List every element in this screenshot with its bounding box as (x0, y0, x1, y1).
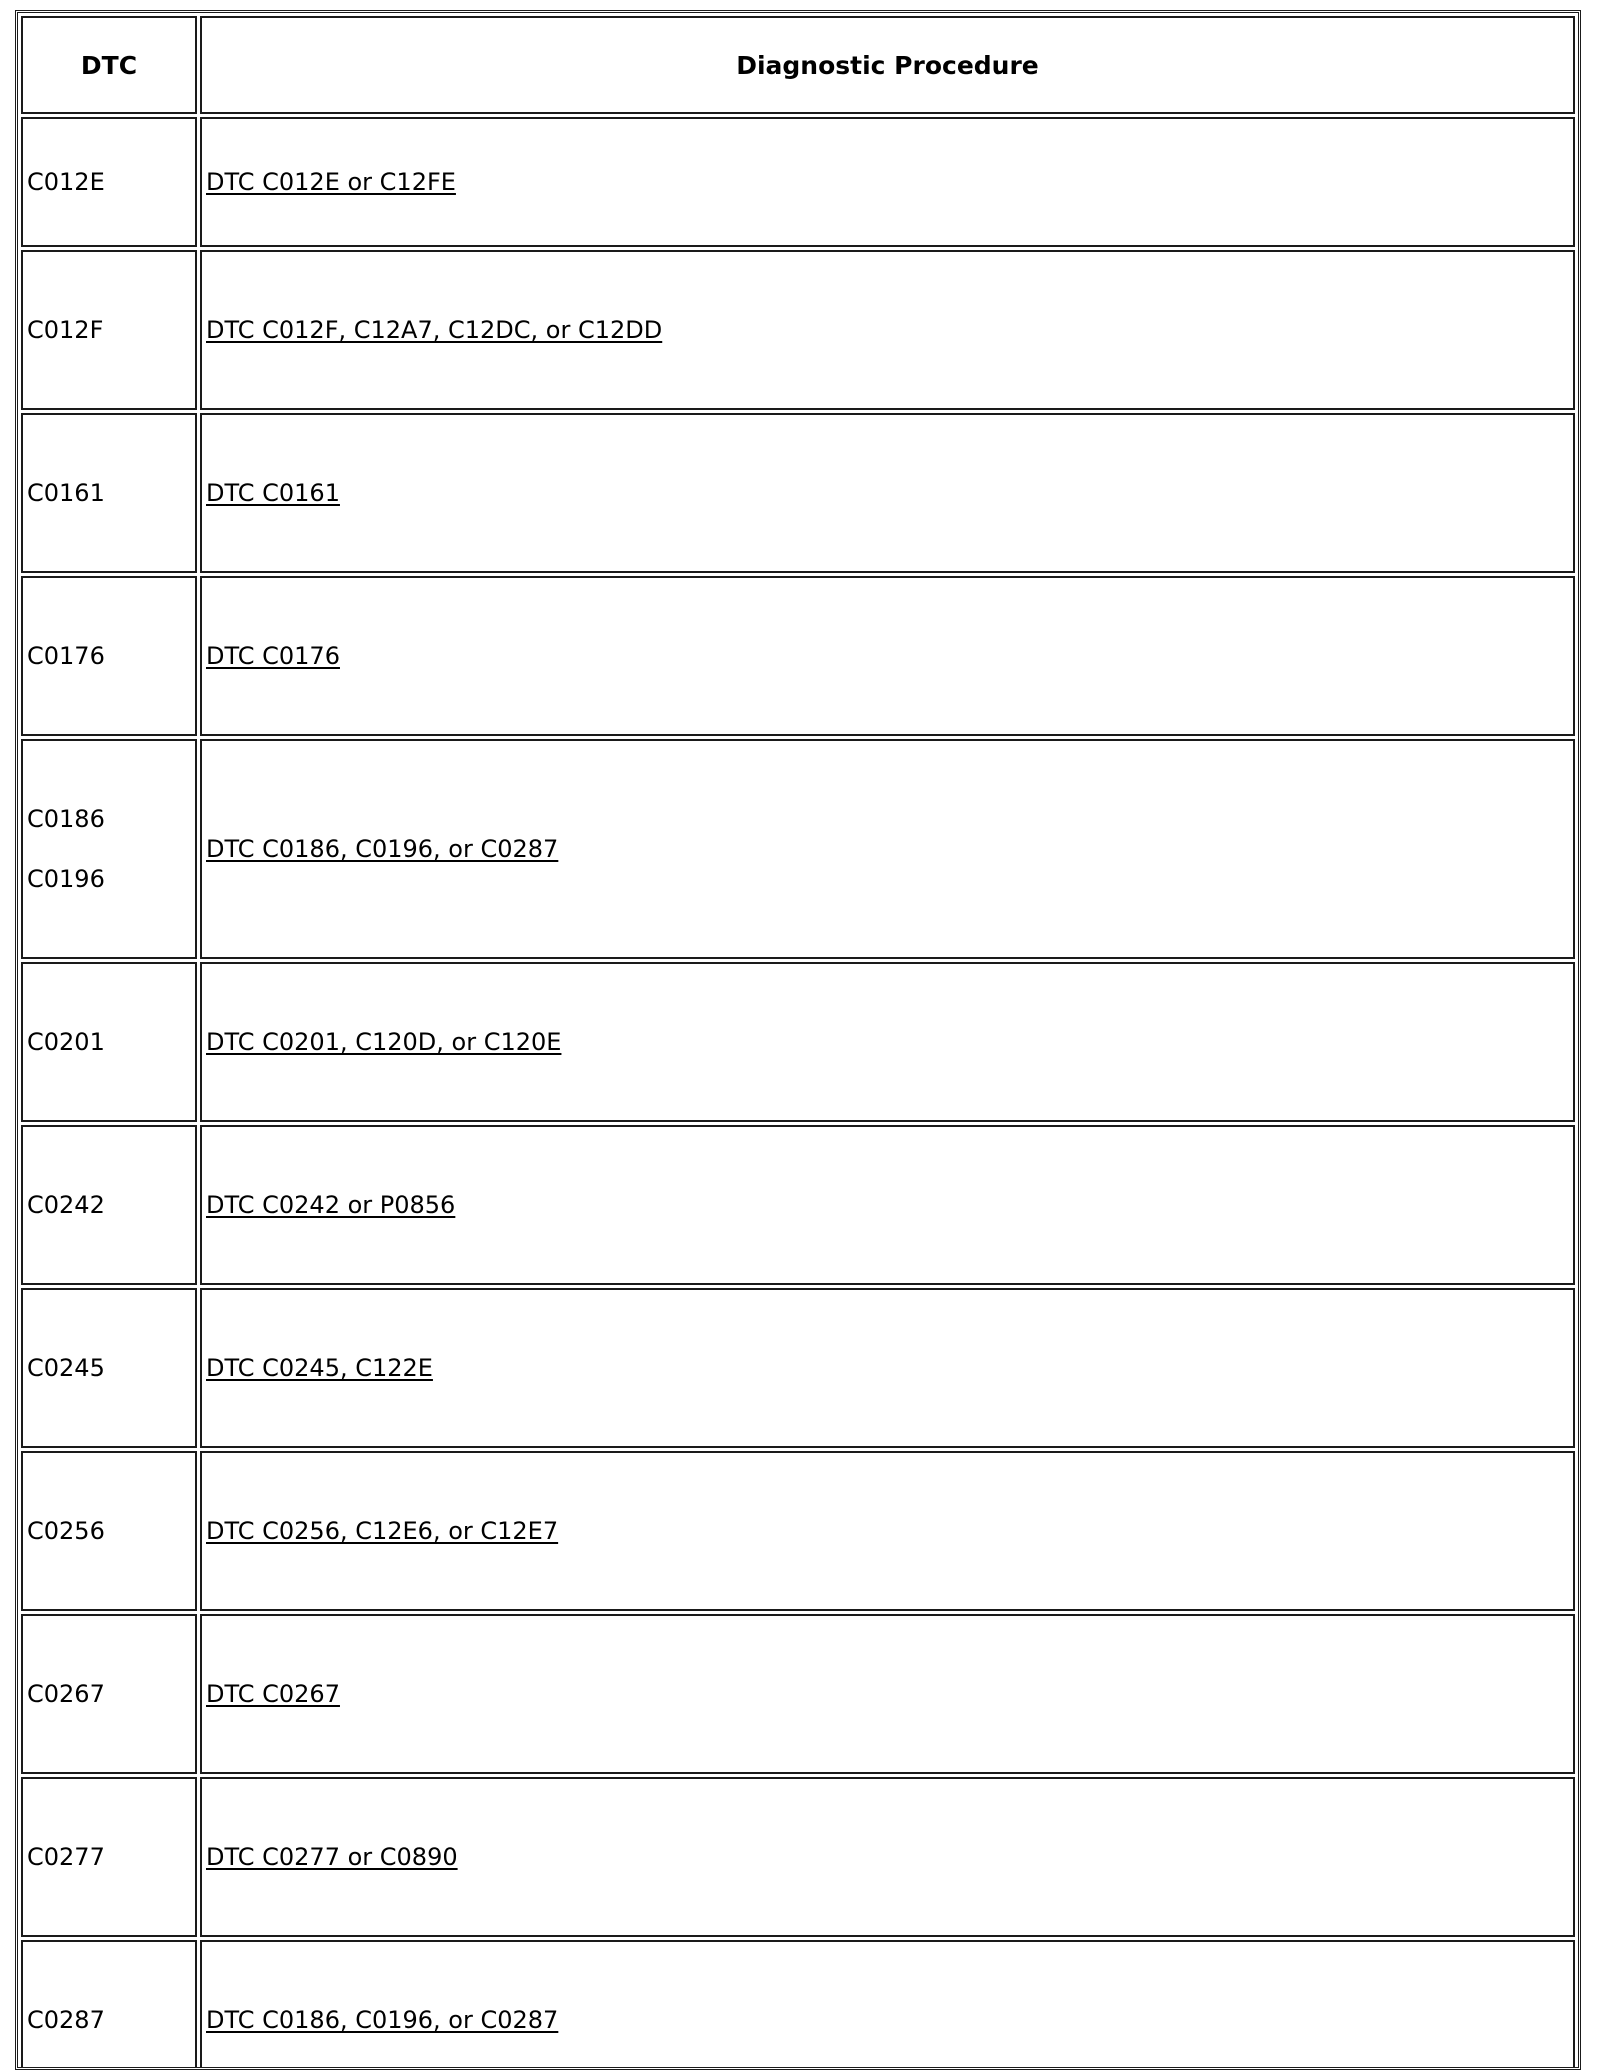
procedure-link[interactable]: DTC C0161 (206, 479, 340, 507)
dtc-code: C0196 (27, 865, 105, 893)
table-header-row (21, 16, 1575, 114)
procedure-cell (200, 1451, 1575, 1611)
procedure-link[interactable]: DTC C0256, C12E6, or C12E7 (206, 1517, 559, 1545)
table-row (21, 1940, 1575, 2070)
column-header-dtc: DTC (21, 16, 197, 114)
dtc-code: C0201 (27, 1028, 105, 1056)
procedure-cell (200, 576, 1575, 736)
dtc-code-cell (21, 1451, 197, 1611)
procedure-link[interactable]: DTC C012E or C12FE (206, 168, 456, 196)
dtc-code: C0161 (27, 479, 105, 507)
dtc-code: C0287 (27, 2006, 105, 2034)
procedure-link[interactable]: DTC C0267 (206, 1680, 340, 1708)
procedure-link[interactable]: DTC C0176 (206, 642, 340, 670)
procedure-cell (200, 962, 1575, 1122)
dtc-code-cell (21, 1125, 197, 1285)
table-row (21, 413, 1575, 573)
procedure-link[interactable]: DTC C0277 or C0890 (206, 1843, 458, 1871)
dtc-code: C0267 (27, 1680, 105, 1708)
table-row (21, 739, 1575, 959)
procedure-cell (200, 739, 1575, 959)
dtc-code: C0277 (27, 1843, 105, 1871)
procedure-cell (200, 413, 1575, 573)
table-row (21, 962, 1575, 1122)
dtc-code-cell (21, 962, 197, 1122)
table-row (21, 1777, 1575, 1937)
table-row (21, 250, 1575, 410)
procedure-link[interactable]: DTC C0242 or P0856 (206, 1191, 456, 1219)
column-header-diagnostic-procedure: Diagnostic Procedure (200, 16, 1575, 114)
dtc-code-cell (21, 1614, 197, 1774)
procedure-link[interactable]: DTC C0186, C0196, or C0287 (206, 2006, 559, 2034)
dtc-code: C0245 (27, 1354, 105, 1382)
dtc-code-cell (21, 1940, 197, 2070)
dtc-code-cell (21, 1288, 197, 1448)
dtc-code: C0242 (27, 1191, 105, 1219)
procedure-cell (200, 117, 1575, 247)
dtc-code-cell (21, 250, 197, 410)
procedure-link[interactable]: DTC C0245, C122E (206, 1354, 433, 1382)
dtc-table-container (15, 10, 1581, 2070)
table-row (21, 1614, 1575, 1774)
table-row (21, 576, 1575, 736)
procedure-cell (200, 1614, 1575, 1774)
dtc-code-cell (21, 1777, 197, 1937)
procedure-link[interactable]: DTC C0201, C120D, or C120E (206, 1028, 562, 1056)
procedure-link[interactable]: DTC C0186, C0196, or C0287 (206, 835, 559, 863)
procedure-cell (200, 250, 1575, 410)
dtc-code: C0186 (27, 805, 105, 833)
dtc-code-cell (21, 576, 197, 736)
table-row (21, 117, 1575, 247)
dtc-code-cell (21, 739, 197, 959)
dtc-code-cell (21, 413, 197, 573)
procedure-cell (200, 1940, 1575, 2070)
table-row (21, 1125, 1575, 1285)
procedure-link[interactable]: DTC C012F, C12A7, C12DC, or C12DD (206, 316, 663, 344)
table-row (21, 1288, 1575, 1448)
dtc-code: C012F (27, 316, 104, 344)
dtc-table (18, 13, 1578, 2070)
procedure-cell (200, 1777, 1575, 1937)
dtc-code: C0256 (27, 1517, 105, 1545)
dtc-code-cell (21, 117, 197, 247)
procedure-cell (200, 1125, 1575, 1285)
procedure-cell (200, 1288, 1575, 1448)
dtc-code: C012E (27, 168, 105, 196)
dtc-code: C0176 (27, 642, 105, 670)
table-row (21, 1451, 1575, 1611)
